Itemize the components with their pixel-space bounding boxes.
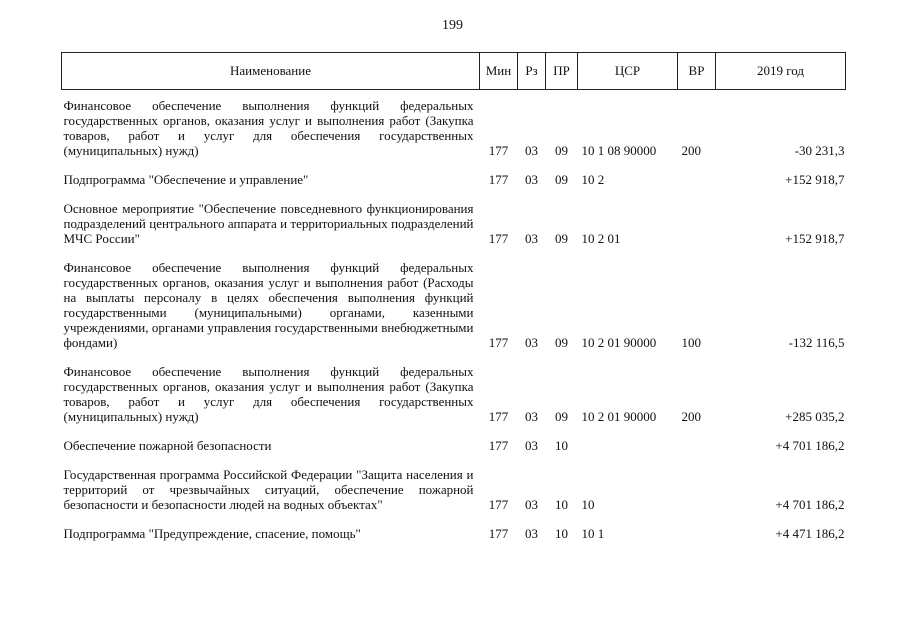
row-vr: 200 bbox=[681, 143, 701, 158]
row-min: 177 bbox=[488, 231, 509, 246]
row-csr: 10 bbox=[581, 497, 595, 512]
row-vr bbox=[678, 193, 716, 252]
row-rz: 03 bbox=[525, 409, 538, 424]
row-min: 177 bbox=[488, 497, 509, 512]
row-pr: 10 bbox=[555, 438, 568, 453]
table-row bbox=[62, 430, 846, 459]
row-amount: -30 231,3 bbox=[794, 143, 845, 158]
row-name: Подпрограмма "Обеспечение и управление" bbox=[63, 172, 309, 187]
row-pr: 09 bbox=[555, 231, 568, 246]
header-vr: ВР bbox=[678, 53, 716, 90]
header-min: Мин bbox=[480, 53, 518, 90]
row-rz: 03 bbox=[525, 143, 538, 158]
row-rz: 03 bbox=[525, 438, 538, 453]
row-rz: 03 bbox=[525, 231, 538, 246]
row-pr: 09 bbox=[555, 409, 568, 424]
table-row bbox=[62, 252, 846, 356]
row-vr bbox=[678, 459, 716, 518]
row-min: 177 bbox=[488, 172, 509, 187]
row-vr bbox=[678, 430, 716, 459]
header-rz: Рз bbox=[518, 53, 546, 90]
table-row bbox=[62, 356, 846, 430]
table-row bbox=[62, 518, 846, 547]
row-csr: 10 2 01 90000 bbox=[581, 409, 657, 424]
table-row bbox=[62, 193, 846, 252]
row-min: 177 bbox=[488, 335, 509, 350]
page-number: 199 bbox=[442, 18, 463, 33]
row-pr: 09 bbox=[555, 143, 568, 158]
row-min: 177 bbox=[488, 409, 509, 424]
row-amount: +4 701 186,2 bbox=[775, 438, 845, 453]
row-name: Государственная программа Российской Федерации "Защита населения и территорий от чрезвычайных ситуаций, обеспечение пожарной безопасности и безопасности людей на водных объектах" bbox=[63, 467, 474, 512]
table-row bbox=[62, 164, 846, 193]
header-name: Наименование bbox=[62, 53, 480, 90]
row-pr: 09 bbox=[555, 335, 568, 350]
row-pr: 09 bbox=[555, 172, 568, 187]
row-rz: 03 bbox=[525, 526, 538, 541]
row-rz: 03 bbox=[525, 335, 538, 350]
row-amount: +152 918,7 bbox=[785, 172, 845, 187]
row-csr: 10 2 01 90000 bbox=[581, 335, 657, 350]
header-pr: ПР bbox=[546, 53, 578, 90]
table-header bbox=[62, 53, 846, 90]
header-csr: ЦСР bbox=[578, 53, 678, 90]
row-amount: +152 918,7 bbox=[785, 231, 845, 246]
row-name: Финансовое обеспечение выполнения функций федеральных государственных органов, оказания услуг и выполнения работ (Закупка товаров, работ и услуг для обеспечения государственных (муниципальных) нужд) bbox=[63, 98, 474, 158]
row-csr: 10 2 01 bbox=[581, 231, 621, 246]
row-pr: 10 bbox=[555, 497, 568, 512]
row-rz: 03 bbox=[525, 172, 538, 187]
row-name: Основное мероприятие "Обеспечение повседневного функционирования подразделений центрального аппарата и территориальных подразделений МЧС России" bbox=[63, 201, 474, 246]
row-csr bbox=[578, 430, 678, 459]
row-amount: +285 035,2 bbox=[785, 409, 845, 424]
row-vr bbox=[678, 164, 716, 193]
row-csr: 10 2 bbox=[581, 172, 605, 187]
row-amount: -132 116,5 bbox=[788, 335, 845, 350]
row-vr bbox=[678, 518, 716, 547]
row-min: 177 bbox=[488, 438, 509, 453]
row-csr: 10 1 bbox=[581, 526, 605, 541]
row-rz: 03 bbox=[525, 497, 538, 512]
row-min: 177 bbox=[488, 526, 509, 541]
row-amount: +4 471 186,2 bbox=[775, 526, 845, 541]
row-min: 177 bbox=[488, 143, 509, 158]
row-name: Подпрограмма "Предупреждение, спасение, помощь" bbox=[63, 526, 361, 541]
table-row bbox=[62, 90, 846, 165]
budget-table bbox=[61, 52, 846, 547]
table-body bbox=[62, 90, 846, 548]
row-csr: 10 1 08 90000 bbox=[581, 143, 657, 158]
header-year: 2019 год bbox=[716, 53, 846, 90]
table-row bbox=[62, 459, 846, 518]
row-name: Обеспечение пожарной безопасности bbox=[63, 438, 272, 453]
row-name: Финансовое обеспечение выполнения функций федеральных государственных органов, оказания услуг и выполнения работ (Закупка товаров, работ и услуг для обеспечения государственных (муниципальных) нужд) bbox=[63, 364, 474, 424]
row-name: Финансовое обеспечение выполнения функций федеральных государственных органов, оказания услуг и выполнения работ (Расходы на выплаты персоналу в целях обеспечения выполнения функций государственными (муниципальными) органами, казенными учреждениями, органами управления государственными внебюджетными фондами) bbox=[63, 260, 474, 350]
row-pr: 10 bbox=[555, 526, 568, 541]
row-amount: +4 701 186,2 bbox=[775, 497, 845, 512]
row-vr: 200 bbox=[681, 409, 701, 424]
row-vr: 100 bbox=[681, 335, 701, 350]
